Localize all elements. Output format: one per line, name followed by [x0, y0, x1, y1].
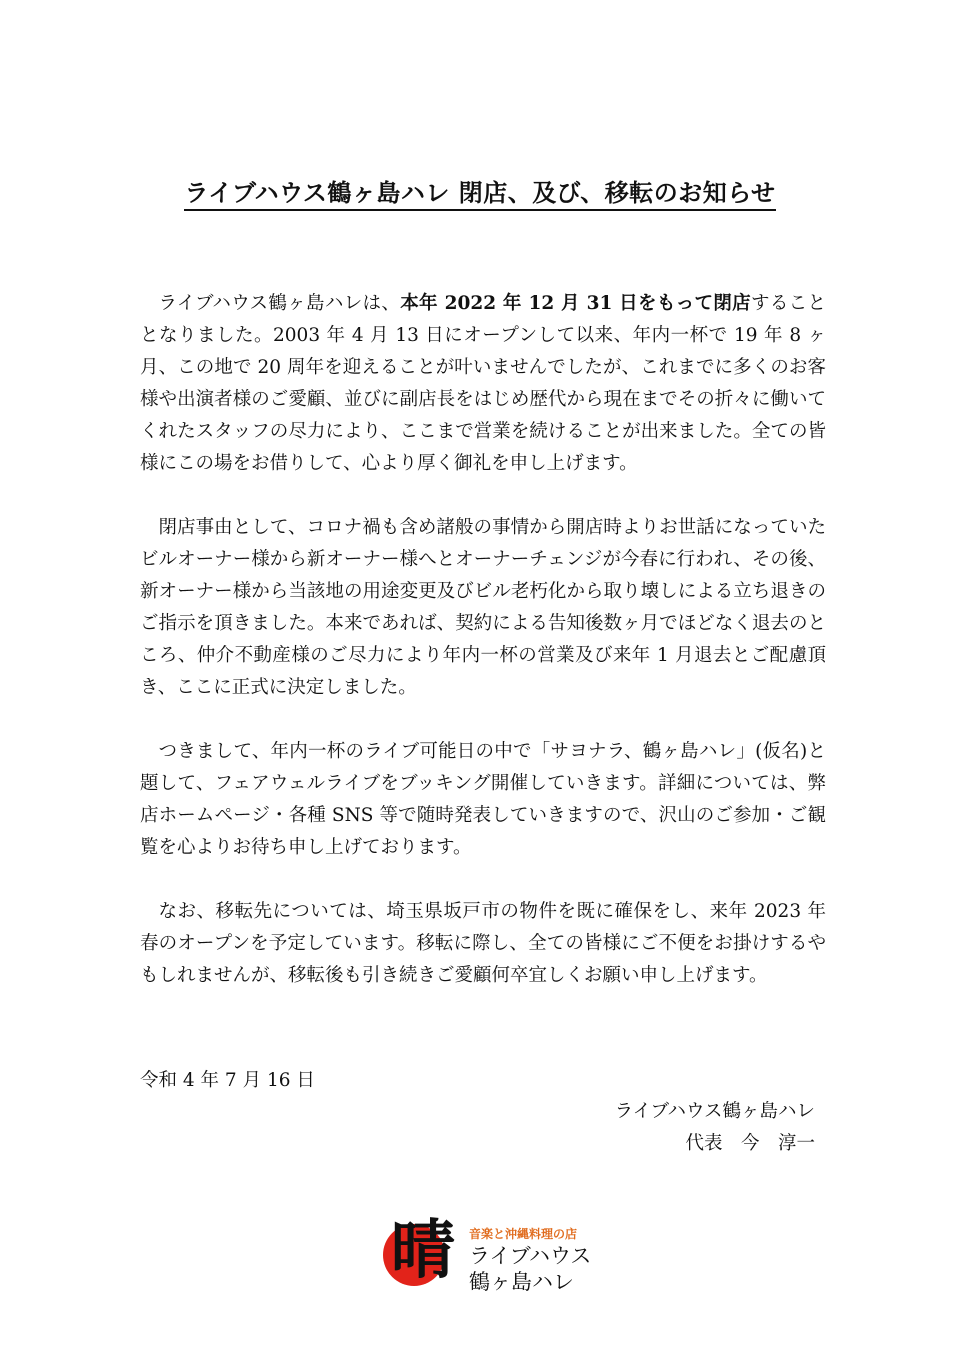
- document-title-text: ライブハウス鶴ヶ島ハレ 閉店、及び、移転のお知らせ: [184, 179, 775, 211]
- signature-representative: 代表 今 淳一: [685, 1133, 815, 1154]
- logo-kanji: 晴: [391, 1213, 455, 1288]
- paragraph-relocation: なお、移転先については、埼玉県坂戸市の物件を既に確保をし、来年 2023 年春のオープンを予定しています。移転に際し、全ての皆様にご不便をお掛けするやもしれませんが、移転後も引き続きご愛顧何卒宜しくお願い申し上げます。: [140, 901, 826, 986]
- paragraph-closing-rest: することとなりました。2003 年 4 月 13 日にオープンして以来、年内一杯で 19 年 8 ヶ月、この地で 20 周年を迎えることが叶いませんでしたが、これまでに多くのお客様や出演者様のご愛顧、並びに副店長をはじめ歴代から現在までその折々に働いてくれたスタッフの尽力により、ここまで営業を続けることが出来ました。全ての皆様にこの場をお借りして、心より厚く御礼を申し上げます。: [140, 293, 827, 474]
- paragraph-reason: 閉店事由として、コロナ禍も含め諸般の事情から開店時よりお世話になっていたビルオーナー様から新オーナー様へとオーナーチェンジが今春に行われ、その後、新オーナー様から当該地の用途変更及びビル老朽化から取り壊しによる立ち退きのご指示を頂きました。本来であれば、契約による告知後数ヶ月でほどなく退去のところ、仲介不動産様のご尽力により年内一杯の営業及び来年 1 月退去とご配慮頂き、ここに正式に決定しました。: [140, 517, 826, 698]
- closing-date-emphasis: 本年 2022 年 12 月 31 日をもって閉店: [400, 293, 751, 314]
- logo-line-venue-name: 鶴ヶ島ハレ: [469, 1270, 574, 1294]
- signature-block: [615, 1096, 815, 1160]
- issue-date: 令和 4 年 7 月 16 日: [140, 1070, 315, 1091]
- paragraph-closing-lead: ライブハウス鶴ヶ島ハレは、: [158, 293, 401, 314]
- document-title: [0, 173, 960, 208]
- paragraph-farewell-live: つきまして、年内一杯のライブ可能日の中で「サヨナラ、鶴ヶ島ハレ」(仮名)と題して、フェアウェルライブをブッキング開催していきます。詳細については、弊店ホームページ・各種 SNS 等で随時発表していきますので、沢山のご参加・ご観覧を心よりお待ち申し上げております。: [140, 741, 826, 858]
- paragraph-closing: [140, 288, 826, 480]
- logo-tagline: 音楽と沖縄料理の店: [469, 1227, 578, 1241]
- signature-organization: ライブハウス鶴ヶ島ハレ: [614, 1101, 815, 1122]
- logo-line-livehouse: ライブハウス: [469, 1244, 592, 1268]
- venue-logo: [383, 1213, 592, 1294]
- document-body: [140, 288, 826, 1024]
